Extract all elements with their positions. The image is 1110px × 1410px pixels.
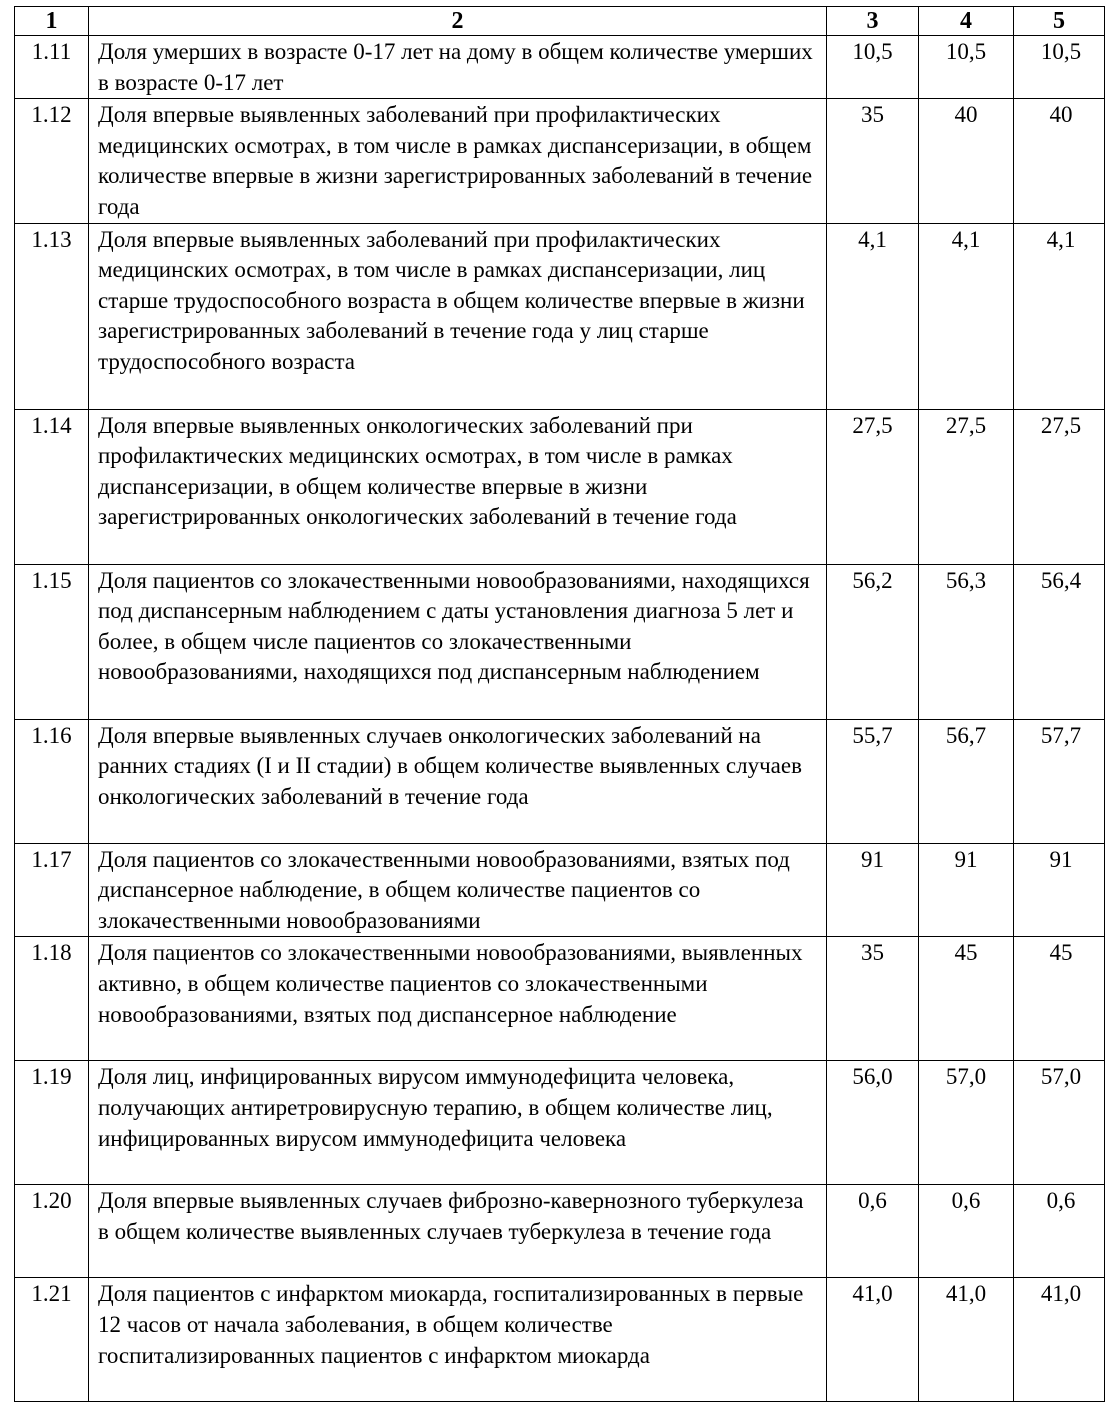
row-number: 1.13 (15, 223, 89, 409)
column-header-5: 5 (1014, 7, 1105, 36)
row-number: 1.11 (15, 36, 89, 99)
table-row (15, 843, 1105, 937)
value-col-3: 55,7 (827, 719, 919, 843)
column-header-4: 4 (919, 7, 1014, 36)
indicator-description: Доля пациентов со злокачественными новообразованиями, находящихся под диспансерным наблюдением с даты установления диагноза 5 лет и более, в общем числе пациентов со злокачественными новообразованиями, находящихся под диспансерным наблюдением (89, 564, 827, 719)
table-row (15, 36, 1105, 99)
indicator-description: Доля пациентов с инфарктом миокарда, госпитализированных в первые 12 часов от начала заболевания, в общем количестве госпитализированных пациентов с инфарктом миокарда (89, 1278, 827, 1402)
value-col-4: 4,1 (919, 223, 1014, 409)
indicator-description: Доля пациентов со злокачественными новообразованиями, выявленных активно, в общем количестве пациентов со злокачественными новообразованиями, взятых под диспансерное наблюдение (89, 937, 827, 1061)
value-col-5: 45 (1014, 937, 1105, 1061)
row-number: 1.20 (15, 1185, 89, 1278)
indicator-description: Доля впервые выявленных онкологических заболеваний при профилактических медицинских осмотрах, в том числе в рамках диспансеризации, в общем количестве впервые в жизни зарегистрированных онкологических заболеваний в течение года (89, 409, 827, 564)
value-col-4: 56,3 (919, 564, 1014, 719)
value-col-4: 41,0 (919, 1278, 1014, 1402)
value-col-3: 91 (827, 843, 919, 937)
indicator-description: Доля лиц, инфицированных вирусом иммунодефицита человека, получающих антиретровирусную терапию, в общем количестве лиц, инфицированных вирусом иммунодефицита человека (89, 1061, 827, 1185)
value-col-3: 35 (827, 937, 919, 1061)
column-header-2: 2 (89, 7, 827, 36)
row-number: 1.12 (15, 99, 89, 223)
table-row (15, 1061, 1105, 1185)
value-col-5: 41,0 (1014, 1278, 1105, 1402)
row-number: 1.18 (15, 937, 89, 1061)
table-row (15, 1185, 1105, 1278)
column-header-1: 1 (15, 7, 89, 36)
indicator-description: Доля впервые выявленных случаев фиброзно-кавернозного туберкулеза в общем количестве выявленных случаев туберкулеза в течение года (89, 1185, 827, 1278)
value-col-3: 0,6 (827, 1185, 919, 1278)
value-col-3: 41,0 (827, 1278, 919, 1402)
value-col-3: 35 (827, 99, 919, 223)
value-col-3: 27,5 (827, 409, 919, 564)
value-col-4: 57,0 (919, 1061, 1014, 1185)
value-col-5: 10,5 (1014, 36, 1105, 99)
value-col-5: 91 (1014, 843, 1105, 937)
value-col-4: 40 (919, 99, 1014, 223)
row-number: 1.19 (15, 1061, 89, 1185)
value-col-4: 0,6 (919, 1185, 1014, 1278)
column-header-3: 3 (827, 7, 919, 36)
table-row (15, 564, 1105, 719)
indicators-table (14, 6, 1105, 1402)
value-col-4: 10,5 (919, 36, 1014, 99)
value-col-3: 56,2 (827, 564, 919, 719)
table-row (15, 937, 1105, 1061)
row-number: 1.14 (15, 409, 89, 564)
table-row (15, 99, 1105, 223)
indicator-description: Доля умерших в возрасте 0-17 лет на дому в общем количестве умерших в возрасте 0-17 лет (89, 36, 827, 99)
value-col-4: 91 (919, 843, 1014, 937)
value-col-4: 56,7 (919, 719, 1014, 843)
table-row (15, 409, 1105, 564)
value-col-4: 45 (919, 937, 1014, 1061)
value-col-3: 56,0 (827, 1061, 919, 1185)
value-col-5: 0,6 (1014, 1185, 1105, 1278)
value-col-5: 57,0 (1014, 1061, 1105, 1185)
table-row (15, 719, 1105, 843)
indicator-description: Доля впервые выявленных заболеваний при профилактических медицинских осмотрах, в том числе в рамках диспансеризации, в общем количестве впервые в жизни зарегистрированных заболеваний в течение года (89, 99, 827, 223)
value-col-5: 4,1 (1014, 223, 1105, 409)
indicator-description: Доля впервые выявленных заболеваний при профилактических медицинских осмотрах, в том числе в рамках диспансеризации, лиц старше трудоспособного возраста в общем количестве впервые в жизни зарегистрированных заболеваний в течение года у лиц старше трудоспособного возраста (89, 223, 827, 409)
value-col-5: 27,5 (1014, 409, 1105, 564)
value-col-4: 27,5 (919, 409, 1014, 564)
table-row (15, 223, 1105, 409)
value-col-5: 40 (1014, 99, 1105, 223)
value-col-5: 56,4 (1014, 564, 1105, 719)
row-number: 1.16 (15, 719, 89, 843)
value-col-5: 57,7 (1014, 719, 1105, 843)
table-row (15, 1278, 1105, 1402)
value-col-3: 4,1 (827, 223, 919, 409)
indicator-description: Доля впервые выявленных случаев онкологических заболеваний на ранних стадиях (I и II стадии) в общем количестве выявленных случаев онкологических заболеваний в течение года (89, 719, 827, 843)
row-number: 1.15 (15, 564, 89, 719)
indicator-description: Доля пациентов со злокачественными новообразованиями, взятых под диспансерное наблюдение, в общем количестве пациентов со злокачественными новообразованиями (89, 843, 827, 937)
value-col-3: 10,5 (827, 36, 919, 99)
row-number: 1.21 (15, 1278, 89, 1402)
header-row (15, 7, 1105, 36)
row-number: 1.17 (15, 843, 89, 937)
